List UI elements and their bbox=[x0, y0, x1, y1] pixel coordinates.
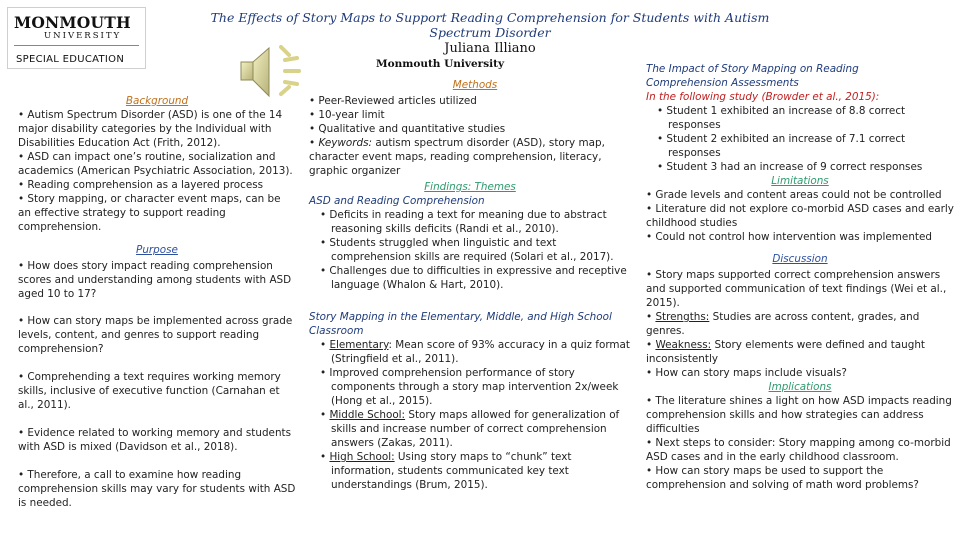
asd-item: • Students struggled when linguistic and text comprehension skills are required (Solari et al., 2017). bbox=[320, 237, 614, 263]
asd-heading: ASD and Reading Comprehension bbox=[309, 195, 485, 207]
weakness-label: Weakness: bbox=[655, 339, 712, 351]
asd-item: • Deficits in reading a text for meaning due to abstract reasoning skills deficits (Randi et al., 2010). bbox=[320, 209, 607, 235]
implications-heading: Implications bbox=[768, 381, 832, 393]
middle-school-item: • Middle School: Story maps allowed for generalization of skills and increase number of correct comprehension answers (Zakas, 2011). bbox=[320, 409, 620, 449]
limitations-item: • Could not control how intervention was implemented bbox=[646, 231, 932, 243]
background-heading: Background bbox=[125, 95, 189, 107]
keywords-text: autism spectrum disorder (ASD), story map, character event maps, reading comprehension, literacy, graphic organizer bbox=[309, 137, 605, 177]
keywords-label: Keywords: bbox=[318, 137, 373, 149]
strengths-text: Studies are across content, grades, and genres. bbox=[646, 311, 920, 337]
student-item: • Student 2 exhibited an increase of 7.1 correct responses bbox=[657, 133, 906, 159]
poster-title: The Effects of Story Maps to Support Reading Comprehension for Students with Autism Spectrum Disorder bbox=[210, 10, 770, 40]
purpose-item: • How can story maps be implemented across grade levels, content, and genres to support reading comprehension? bbox=[18, 315, 293, 355]
left-column bbox=[18, 94, 296, 510]
implications-item: • How can story maps be used to support the comprehension and solving of math word problems? bbox=[646, 465, 919, 491]
background-item: • Reading comprehension as a layered process bbox=[18, 179, 264, 191]
strengths-label: Strengths: bbox=[655, 311, 710, 323]
study-intro: In the following study (Browder et al., 2015): bbox=[646, 91, 880, 103]
discussion-heading: Discussion bbox=[772, 253, 828, 265]
background-item: • ASD can impact one’s routine, socialization and academics (American Psychiatric Association, 2013). bbox=[18, 151, 293, 177]
purpose-item: • Therefore, a call to examine how reading comprehension skills may vary for students with ASD is needed. bbox=[18, 469, 296, 509]
implications-item: • Next steps to consider: Story mapping among co-morbid ASD cases and in the early childhood classroom. bbox=[646, 437, 951, 463]
purpose-item: • Comprehending a text requires working memory skills, inclusive of executive function (Carnahan et al., 2011). bbox=[18, 371, 281, 411]
methods-item: • Qualitative and quantitative studies bbox=[309, 123, 506, 135]
strengths-item: • Strengths: Studies are across content, grades, and genres. bbox=[646, 311, 920, 337]
asd-item: • Challenges due to difficulties in expressive and receptive language (Whalon & Hart, 2010). bbox=[320, 265, 627, 291]
weakness-text: Story elements were defined and taught inconsistently bbox=[646, 339, 925, 365]
keywords-item: • Keywords: autism spectrum disorder (ASD), story map, character event maps, reading comprehension, literacy, graphic organizer bbox=[309, 137, 605, 177]
purpose-item: • Evidence related to working memory and students with ASD is mixed (Davidson et al., 2018). bbox=[18, 427, 292, 453]
middle-column bbox=[309, 78, 631, 492]
limitations-heading: Limitations bbox=[771, 175, 829, 187]
discussion-item: • Story maps supported correct comprehension answers and supported communication of text findings (Wei et al., 2015). bbox=[646, 269, 947, 309]
logo-line-1: MONMOUTH bbox=[14, 13, 131, 32]
audio-speaker-icon[interactable] bbox=[237, 42, 307, 102]
methods-item: • 10-year limit bbox=[309, 109, 385, 121]
mapping-heading: Story Mapping in the Elementary, Middle, and High School Classroom bbox=[309, 311, 612, 337]
middle-school-text: Story maps allowed for generalization of skills and increase number of correct comprehension answers (Zakas, 2011). bbox=[331, 409, 620, 449]
limitations-item: • Grade levels and content areas could not be controlled bbox=[646, 189, 942, 201]
logo-divider bbox=[14, 45, 139, 46]
elementary-text: : Mean score of 93% accuracy in a quiz format (Stringfield et al., 2011). bbox=[331, 339, 630, 365]
background-item: • Autism Spectrum Disorder (ASD) is one of the 14 major disability categories by the Individual with Disabilities Education Act (Frith, 2012). bbox=[18, 109, 283, 149]
high-school-item: • High School: Using story maps to “chunk” text information, students communicated key text understandings (Brum, 2015). bbox=[320, 451, 572, 491]
poster-author: Juliana Illiano bbox=[444, 41, 536, 56]
purpose-item: • How does story impact reading comprehension scores and understanding among students with ASD aged 10 to 17? bbox=[18, 260, 292, 300]
logo-line-3: SPECIAL EDUCATION bbox=[16, 54, 125, 65]
background-item: • Story mapping, or character event maps, can be an effective strategy to support reading comprehension. bbox=[18, 193, 281, 233]
poster-affiliation: Monmouth University bbox=[375, 58, 505, 70]
university-logo bbox=[7, 7, 146, 69]
improved-item: • Improved comprehension performance of story components through a story map intervention 2x/week (Hong et al., 2015). bbox=[320, 367, 619, 407]
student-item: • Student 3 had an increase of 9 correct responses bbox=[657, 161, 923, 173]
discussion-question: • How can story maps include visuals? bbox=[646, 367, 847, 379]
high-school-label: High School: bbox=[329, 451, 395, 463]
methods-heading: Methods bbox=[452, 79, 498, 91]
findings-heading: Findings: Themes bbox=[424, 181, 516, 193]
methods-item: • Peer-Reviewed articles utilized bbox=[309, 95, 477, 107]
weakness-item: • Weakness: Story elements were defined and taught inconsistently bbox=[646, 339, 925, 365]
logo-line-2: UNIVERSITY bbox=[44, 31, 122, 41]
purpose-heading: Purpose bbox=[136, 244, 178, 256]
right-column bbox=[646, 62, 954, 492]
limitations-item: • Literature did not explore co-morbid ASD cases and early childhood studies bbox=[646, 203, 954, 229]
impact-heading: The Impact of Story Mapping on Reading Comprehension Assessments bbox=[646, 63, 859, 89]
high-school-text: Using story maps to “chunk” text information, students communicated key text understandings (Brum, 2015). bbox=[331, 451, 572, 491]
student-item: • Student 1 exhibited an increase of 8.8 correct responses bbox=[657, 105, 906, 131]
middle-school-label: Middle School: bbox=[329, 409, 406, 421]
elementary-label: Elementary bbox=[329, 339, 389, 351]
elementary-item: • Elementary: Mean score of 93% accuracy in a quiz format (Stringfield et al., 2011). bbox=[320, 339, 630, 365]
implications-item: • The literature shines a light on how ASD impacts reading comprehension skills and how strategies can address difficulties bbox=[646, 395, 952, 435]
